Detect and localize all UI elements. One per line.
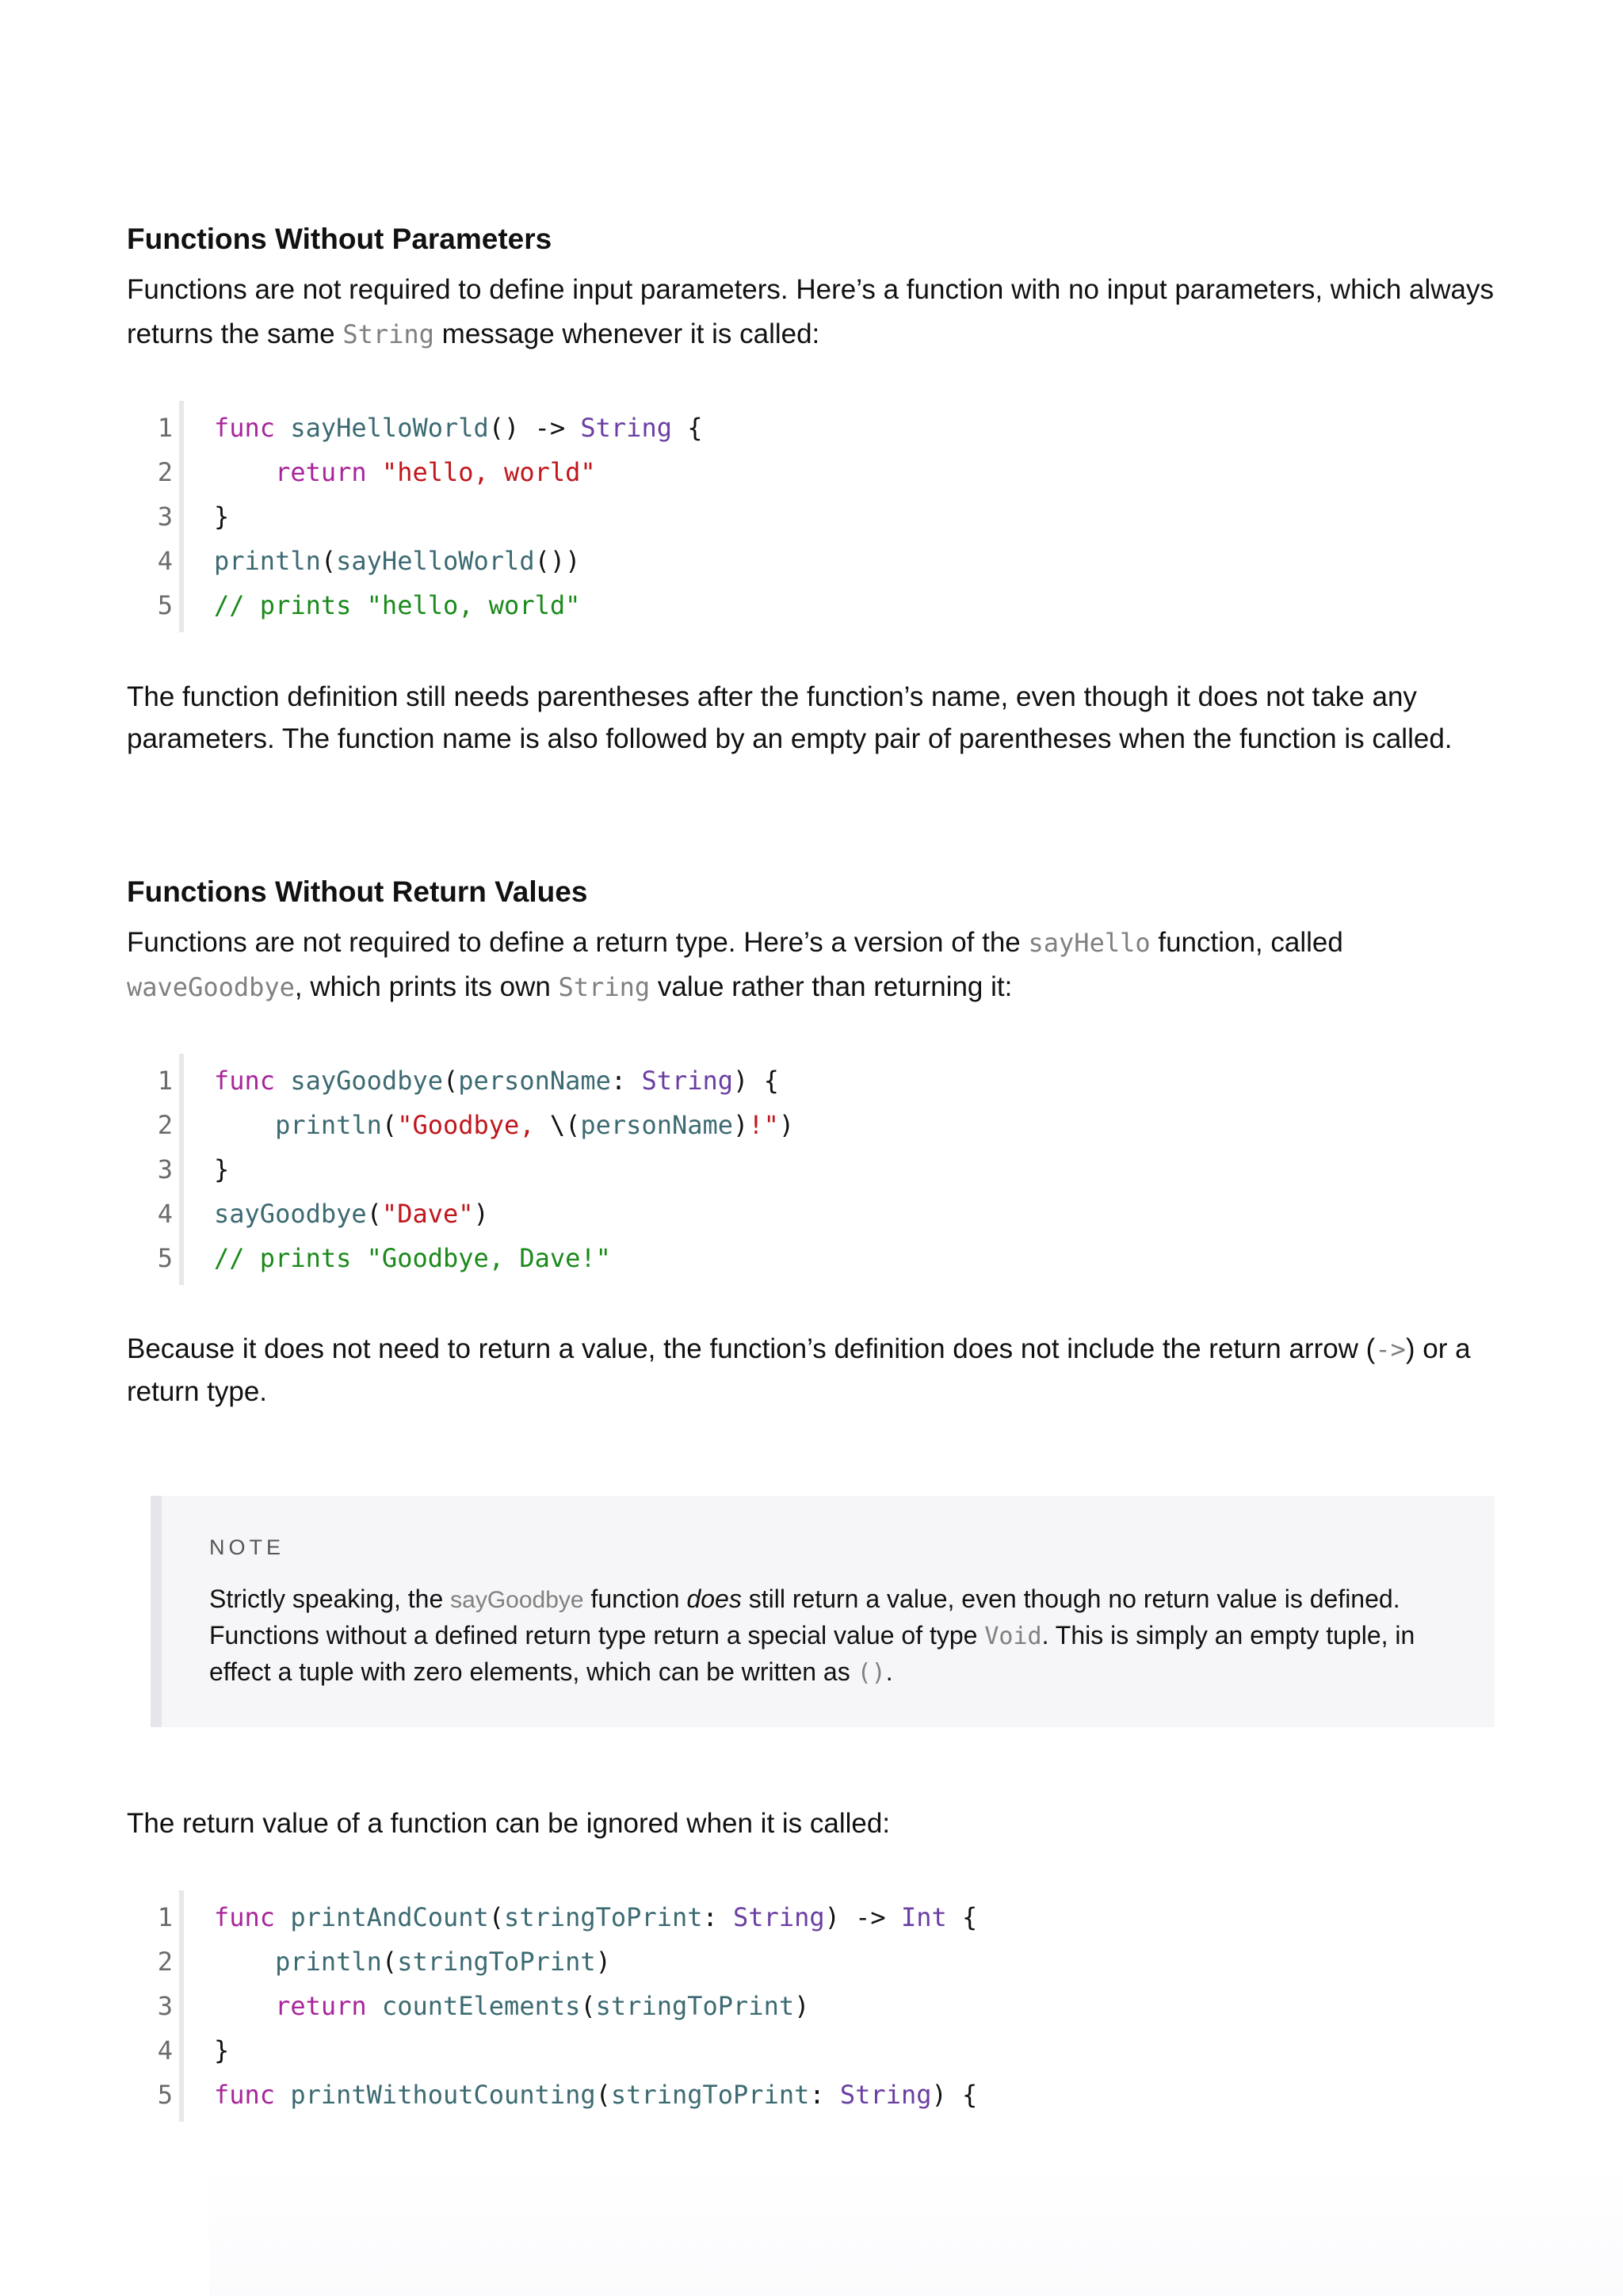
text-span: value rather than returning it:	[650, 971, 1013, 1002]
fn: println	[214, 546, 321, 576]
note-callout	[151, 1496, 1495, 1727]
paragraph-ignore-return: The return value of a function can be ignored when it is called:	[127, 1808, 891, 1839]
type: String	[839, 2080, 932, 2110]
text-span: message whenever it is called:	[433, 318, 820, 349]
line-number: 1	[157, 1066, 173, 1096]
note-title: NOTE	[209, 1535, 285, 1559]
fn: sayHelloWorld	[290, 413, 489, 443]
fn: printWithoutCounting	[290, 2080, 596, 2110]
line-number: 3	[157, 1991, 173, 2021]
heading-functions-without-return-values: Functions Without Return Values	[127, 875, 588, 908]
kw: func	[214, 1902, 276, 1932]
inline-code: String	[342, 319, 434, 349]
fn: stringToPrint	[504, 1902, 703, 1932]
inline-code: waveGoodbye	[127, 972, 295, 1002]
text-span: .	[885, 1657, 893, 1686]
line-number: 5	[157, 590, 173, 620]
inline-code: ->	[1375, 1334, 1406, 1364]
emphasis: does	[686, 1585, 742, 1613]
type: Int	[900, 1902, 947, 1932]
string: "hello, world"	[381, 457, 596, 487]
document-page: Functions Without Parameters Functions are not required to define input parameters. Here’s a function with no input parameters, which always returns the same String message whenever it is called: 1 func sayHelloWorld() -> String { 2 return "hello, world" 3 } 4 println(sayHelloWorld()) 5 // prints "hello, world" The function definition still needs parentheses after the function’s name, even though it does not take any parameters. The function name is also followed by an empty pair of parentheses when the function is called. Functions Without Return Values Functions are not required to define a return type. Here’s a version of the sayHello function, called waveGoodbye, which prints its own String value rather than returning it: 1 func sayGoodbye(personName: String) { 2 println("Goodbye, \(personName)!") 3 } 4 sayGoodbye("Dave") 5 // prints "Goodbye, Dave!" Because it does not need to return a value, the function’s definition does not include the return arrow (->) or a return type. NOTE Strictly speaking, the sayGoodbye function does still return a value, even though no return value is defined. Functions without a defined return type return a special value of type Void. This is simply an empty tuple, in effect a tuple with zero elements, which can be written as (). The return value of a function can be ignored when it is called: 1 func printAndCount(stringToPrint: String) -> Int { 2 println(stringToPrint) 3 return countElements(stringToPrint) 4 } 5 func printWithoutCounting(stringToPrint: String) {	[0, 0, 1623, 2296]
code-gutter	[179, 1890, 184, 2122]
line-number: 2	[157, 457, 173, 487]
text-span: ) or a return type.	[127, 1333, 1471, 1407]
fn: printAndCount	[290, 1902, 489, 1932]
line-number: 3	[157, 1154, 173, 1184]
kw: return	[275, 457, 367, 487]
line-number: 3	[157, 502, 173, 532]
text-span: , which prints its own	[294, 971, 559, 1002]
fn: stringToPrint	[595, 1991, 795, 2021]
inline-code: String	[558, 972, 651, 1002]
line-number: 4	[157, 546, 173, 576]
paragraph-no-return-after	[127, 1328, 1522, 1413]
fn: stringToPrint	[610, 2080, 810, 2110]
inline-code: sayGoodbye	[450, 1587, 584, 1613]
inline-code: sayHello	[1028, 928, 1151, 958]
faint-background	[209, 2163, 1623, 2296]
arrow: ->	[855, 1902, 886, 1932]
kw: func	[214, 413, 276, 443]
section-heading-no-return	[127, 875, 587, 910]
line-number: 5	[157, 2080, 173, 2110]
fn: println	[275, 1110, 382, 1140]
line-number: 4	[157, 1199, 173, 1229]
code-gutter	[179, 401, 184, 632]
line-number: 1	[157, 413, 173, 443]
fn: sayGoodbye	[290, 1066, 443, 1096]
fn: sayGoodbye	[214, 1199, 367, 1229]
text-span: . This is simply an empty tuple, in effect a tuple with zero elements, which can be written as	[209, 1621, 1415, 1686]
text-span: function, called	[1150, 927, 1343, 958]
fn: personName	[458, 1066, 611, 1096]
type: String	[733, 1902, 825, 1932]
string: "Dave"	[381, 1199, 474, 1229]
section-heading-no-params	[127, 222, 552, 257]
string: !"	[748, 1110, 779, 1140]
line-number: 2	[157, 1947, 173, 1977]
kw: func	[214, 1066, 276, 1096]
arrow: ->	[534, 413, 566, 443]
text-span: Because it does not need to return a value, the function’s definition does not include the return arrow (	[127, 1333, 1376, 1364]
note-body	[209, 1581, 1461, 1691]
comment: // prints "hello, world"	[214, 590, 581, 620]
inline-code: Void	[984, 1623, 1042, 1650]
kw: func	[214, 2080, 276, 2110]
line-number: 5	[157, 1243, 173, 1273]
kw: return	[275, 1991, 367, 2021]
fn: stringToPrint	[397, 1947, 596, 1977]
code-gutter	[179, 1054, 184, 1285]
text-span: Strictly speaking, the	[209, 1585, 451, 1613]
text-span: Functions are not required to define a return type. Here’s a version of the	[127, 927, 1029, 958]
paragraph-no-params-after: The function definition still needs parentheses after the function’s name, even though it does not take any parameters. The function name is also followed by an empty pair of parentheses when the function is called.	[127, 681, 1453, 754]
type: String	[641, 1066, 734, 1096]
heading-functions-without-parameters: Functions Without Parameters	[127, 223, 552, 255]
fn: personName	[580, 1110, 734, 1140]
text-span: Functions are not required to define input parameters. Here’s a function with no input parameters, which always returns the same	[127, 274, 1494, 349]
paragraph-no-return-intro	[127, 921, 1490, 1009]
line-number: 4	[157, 2035, 173, 2065]
fn: countElements	[381, 1991, 581, 2021]
string: "Goodbye,	[397, 1110, 550, 1140]
type: String	[580, 413, 672, 443]
text-span: function	[583, 1585, 687, 1613]
inline-code: ()	[857, 1659, 886, 1687]
line-number: 2	[157, 1110, 173, 1140]
line-number: 1	[157, 1902, 173, 1932]
paragraph-no-params-intro	[127, 268, 1522, 357]
text-span: still return a value, even though no return value is defined. Functions without a defined return type return a special value of type	[209, 1585, 1400, 1650]
fn: println	[275, 1947, 382, 1977]
fn: sayHelloWorld	[336, 546, 535, 576]
comment: // prints "Goodbye, Dave!"	[214, 1243, 611, 1273]
